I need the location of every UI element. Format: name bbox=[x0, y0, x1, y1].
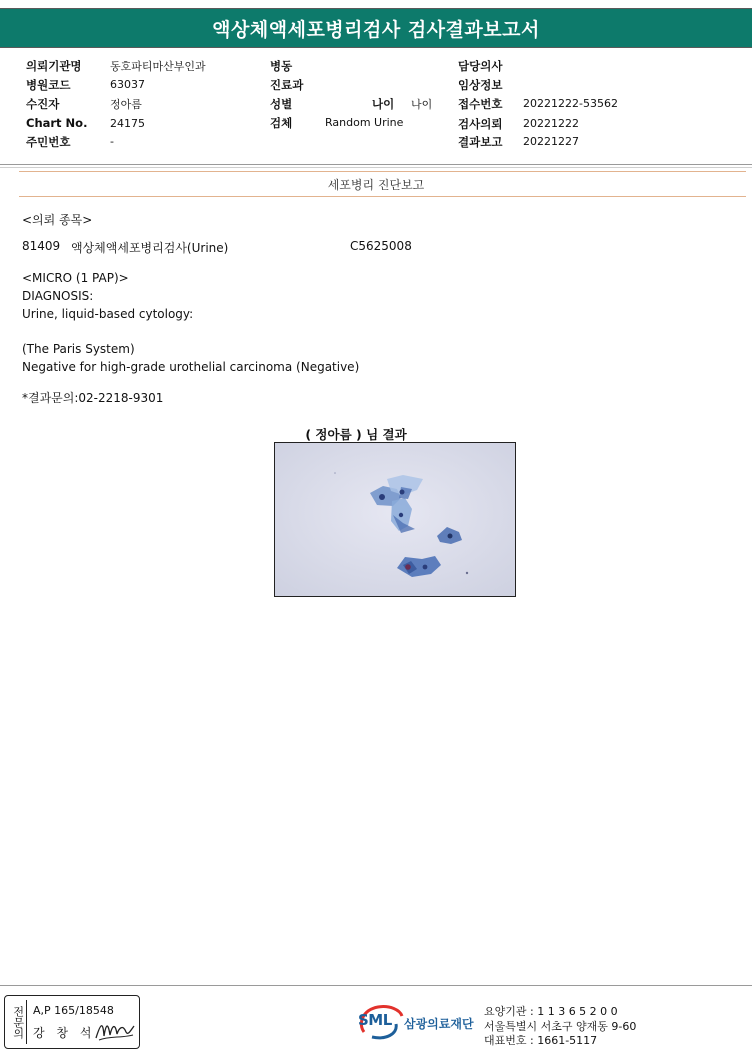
header-value-age: 나이 bbox=[411, 98, 433, 111]
stamp-pathologist-name: 강 창 석 bbox=[33, 1026, 96, 1040]
signature-icon bbox=[93, 1016, 137, 1046]
pathologist-stamp bbox=[4, 995, 140, 1049]
header-field-hospital-code: 병원코드 bbox=[26, 78, 71, 92]
diagnosis-label: DIAGNOSIS: bbox=[22, 289, 94, 303]
footer-divider bbox=[0, 985, 752, 986]
header-field-patient: 수진자 bbox=[26, 97, 60, 111]
header-field-department: 진료과 bbox=[270, 78, 304, 92]
header-divider-secondary bbox=[0, 167, 752, 168]
org-name: 삼광의료재단 bbox=[404, 1017, 474, 1031]
address: 서울특별시 서초구 양재동 9-60 bbox=[484, 1020, 637, 1033]
header-value-patient: 정아름 bbox=[110, 98, 142, 111]
header-value-resident-no: - bbox=[110, 135, 114, 148]
micro-heading: <MICRO (1 PAP)> bbox=[22, 271, 129, 285]
header-field-ward: 병동 bbox=[270, 59, 293, 73]
order-name: 액상체액세포병리검사(Urine) bbox=[71, 241, 229, 255]
field-label: 의뢰기관명 bbox=[26, 59, 82, 73]
order-id: C5625008 bbox=[350, 239, 412, 253]
section-top-line bbox=[19, 171, 746, 172]
section-title: 세포병리 진단보고 bbox=[327, 178, 425, 192]
header-value-report-date: 20221227 bbox=[523, 135, 579, 148]
section-bottom-line bbox=[19, 196, 746, 197]
contact-phone: *결과문의:02-2218-9301 bbox=[22, 391, 164, 405]
header-value-request-date: 20221222 bbox=[523, 117, 579, 130]
header-field-doctor: 담당의사 bbox=[458, 59, 503, 73]
order-heading: <의뢰 종목> bbox=[22, 213, 93, 227]
header-field-receipt-no: 접수번호 bbox=[458, 97, 503, 111]
logo-wordmark: SML bbox=[358, 1011, 392, 1029]
header-field-request-date: 검사의뢰 bbox=[458, 117, 503, 131]
report-title: 액상체액세포병리검사 검사결과보고서 bbox=[212, 18, 540, 41]
diagnosis-line: Urine, liquid-based cytology: bbox=[22, 307, 194, 321]
header-divider bbox=[0, 164, 752, 165]
header-field-report-date: 결과보고 bbox=[458, 135, 503, 149]
main-phone: 대표번호 : 1661-5117 bbox=[484, 1034, 598, 1047]
header-value-institution: 동호파티마산부인과 bbox=[110, 60, 206, 73]
stamp-license: A,P 165/18548 bbox=[33, 1004, 114, 1017]
header-field-specimen: 검체 bbox=[270, 116, 293, 130]
header-field-resident-no: 주민번호 bbox=[26, 135, 71, 149]
diagnosis-result: Negative for high-grade urothelial carcinoma (Negative) bbox=[22, 360, 360, 374]
result-patient-name: 정아름 bbox=[315, 427, 352, 442]
header-field-clinical-info: 임상정보 bbox=[458, 78, 503, 92]
stamp-specialist-label: 전문의 bbox=[9, 1000, 27, 1044]
order-code: 81409 bbox=[22, 239, 61, 253]
cytology-image bbox=[274, 442, 516, 597]
institution-code: 요양기관 : 1 1 3 6 5 2 0 0 bbox=[484, 1005, 618, 1018]
report-title-bar bbox=[0, 8, 752, 48]
header-field-sex: 성별 bbox=[270, 97, 293, 111]
header-field-chart-no: Chart No. bbox=[26, 116, 88, 130]
cytology-microscope-picture bbox=[275, 443, 516, 597]
result-caption: ( 정아름 ) 님 결과 bbox=[305, 427, 407, 442]
header-value-specimen: Random Urine bbox=[325, 116, 404, 129]
header-field-age: 나이 bbox=[372, 97, 395, 111]
header-value-hospital-code: 63037 bbox=[110, 78, 145, 91]
header-value-receipt-no: 20221222-53562 bbox=[523, 97, 618, 110]
paris-system: (The Paris System) bbox=[22, 342, 135, 356]
header-value-chart-no: 24175 bbox=[110, 117, 145, 130]
header-field-institution bbox=[26, 58, 82, 74]
